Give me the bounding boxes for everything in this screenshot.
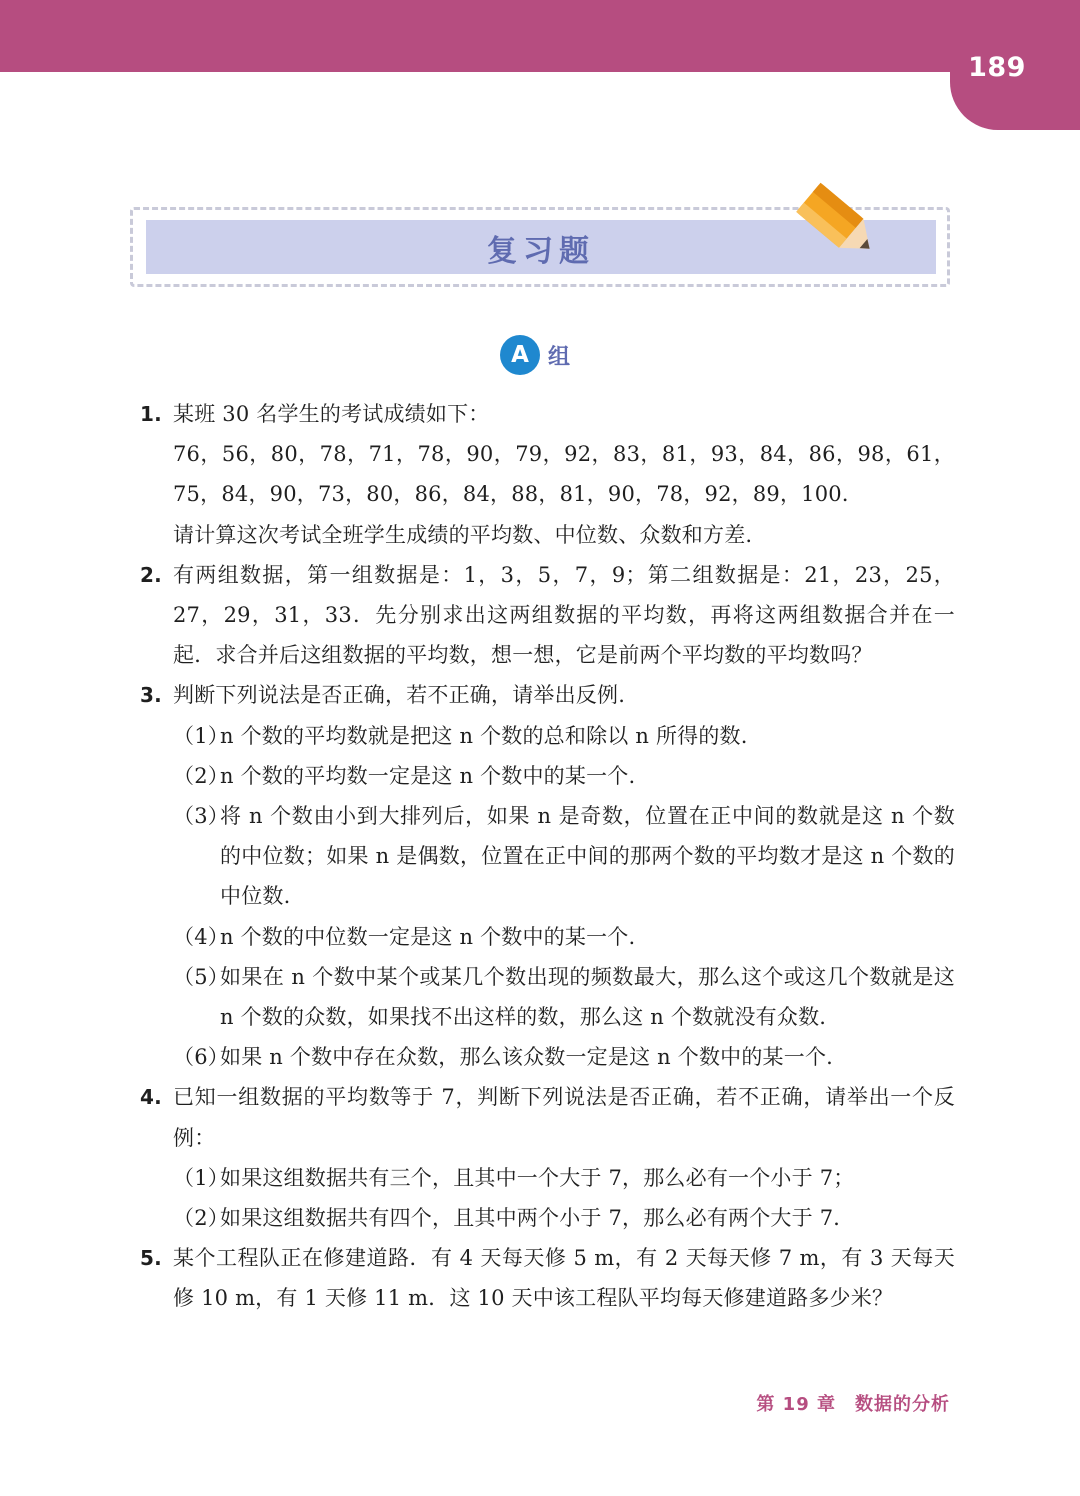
group-heading [500,335,570,375]
sub-item-label: （4） [173,924,229,949]
sub-item-text: 如果这组数据共有三个，且其中一个大于 7，那么必有一个小于 7； [220,1165,855,1190]
sub-item-3-2 [140,756,955,796]
sub-item-4-2 [140,1198,955,1238]
problem-text: 某班 30 名学生的考试成绩如下： [173,402,490,426]
problem-number: 5. [140,1246,162,1271]
sub-item-label: （2） [173,1206,229,1231]
problem-2 [140,555,955,676]
sub-item-3-6 [140,1037,955,1077]
top-band [0,0,1080,72]
sub-item-label: （6） [173,1045,229,1070]
sub-item-text: n 个数的平均数就是把这 n 个数的总和除以 n 所得的数. [220,723,748,748]
problem-5 [140,1238,955,1318]
sub-item-3-1 [140,716,955,756]
sub-item-label: （5） [173,964,229,989]
sub-item-label: （3） [173,804,229,829]
problem-number: 3. [140,683,162,708]
problem-number: 1. [140,402,162,426]
section-title: 复习题 [487,234,595,269]
sub-item-label: （1） [173,1165,229,1190]
sub-item-text: n 个数的平均数一定是这 n 个数中的某一个. [220,763,636,788]
problem-text: 判断下列说法是否正确，若不正确，请举出反例. [173,683,626,708]
problem-number: 2. [140,562,162,587]
sub-item-3-3 [140,796,955,917]
pencil-icon [796,180,882,266]
sub-item-3-5 [140,957,955,1037]
sub-item-text: 如果在 n 个数中某个或某几个数出现的频数最大，那么这个或这几个数就是这 n 个数的众数，如果找不出这样的数，那么这 n 个数就没有众数. [220,964,955,1030]
sub-item-text: 如果这组数据共有四个，且其中两个小于 7，那么必有两个大于 7． [220,1206,855,1231]
problem-number: 4. [140,1085,162,1110]
problem-1 [140,394,955,555]
problem-list [140,394,955,1319]
problem-text: 有两组数据，第一组数据是：1，3，5，7，9；第二组数据是：21，23，25，27，29，31，33．先分别求出这两组数据的平均数，再将这两组数据合并在一起．求合并后这组数据的平均数，想一想，它是前两个平均数的平均数吗？ [173,562,955,668]
sub-item-4-1 [140,1158,955,1198]
problem-text: 已知一组数据的平均数等于 7，判断下列说法是否正确，若不正确，请举出一个反例： [173,1085,955,1150]
sub-item-label: （1） [173,723,229,748]
problem-3 [140,675,955,715]
problem-text: 某个工程队正在修建道路．有 4 天每天修 5 m，有 2 天每天修 7 m，有 3 天每天修 10 m，有 1 天修 11 m．这 10 天中该工程队平均每天修建道路多少米？ [173,1246,955,1311]
chapter-footer: 第 19 章 数据的分析 [756,1394,950,1415]
problem-data-list: 76，56，80，78，71，78，90，79，92，83，81，93，84，86，98，61，75，84，90，73，80，86，84，88，81，90，78，92，89，100． [173,442,955,507]
sub-item-label: （2） [173,763,229,788]
sub-item-text: n 个数的中位数一定是这 n 个数中的某一个. [220,924,636,949]
group-label: 组 [548,344,571,370]
problem-question: 请计算这次考试全班学生成绩的平均数、中位数、众数和方差. [173,522,753,547]
sub-item-text: 如果 n 个数中存在众数，那么该众数一定是这 n 个数中的某一个. [220,1045,834,1070]
problem-4 [140,1077,955,1157]
page-number: 189 [968,52,1026,83]
sub-item-text: 将 n 个数由小到大排列后，如果 n 是奇数，位置在正中间的数就是这 n 个数的中位数；如果 n 是偶数，位置在正中间的那两个数的平均数才是这 n 个数的中位数. [220,804,955,909]
sub-item-3-4 [140,917,955,957]
group-badge: A [500,335,540,375]
